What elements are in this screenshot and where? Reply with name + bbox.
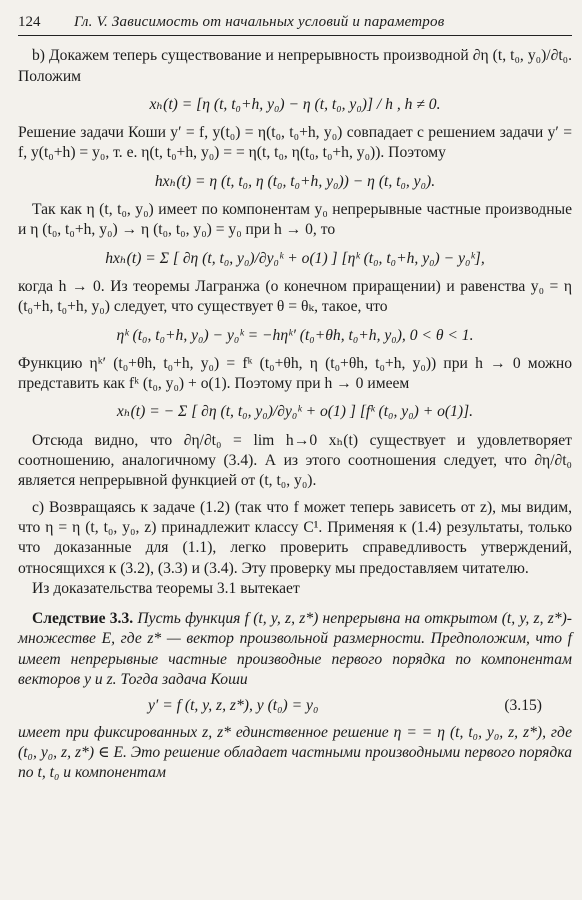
- formula-xh-limit: xₕ(t) = − Σ [ ∂η (t, t₀, y₀)/∂y₀ᵏ + o(1) ] [fᵏ (t₀, y₀) + o(1)].: [116, 403, 474, 421]
- page-number: 124: [18, 14, 41, 30]
- corollary-text: Пусть функция f (t, y, z, z*) непрерывна на открытом (t, y, z, z*)-множестве E, где z* — вектор произвольной размерности. Предположим, что f имеет непрерывные частные производные первого порядка по компонентам векторов y и z. Тогда задача Коши: [18, 610, 573, 689]
- formula-hxh: hxₕ(t) = η (t, t₀, η (t₀, t₀+h, y₀)) − η (t, t₀, y₀).: [154, 172, 436, 190]
- corollary-block: [18, 609, 572, 690]
- formula-lagrange: ηᵏ (t₀, t₀+h, y₀) − y₀ᵏ = −hηᵏ′ (t₀+θh, t₀+h, y₀), 0 < θ < 1.: [116, 326, 474, 344]
- corollary-text-continued: имеет при фиксированных z, z* единственное решение η = = η (t, t₀, y₀, z, z*), где (t₀, y₀, z, z*) ∈ E. Это решение обладает частными производными первого порядка по t, t₀ и компонентам: [18, 723, 572, 782]
- paragraph-theorem-ref: Из доказательства теоремы 3.1 вытекает: [32, 579, 300, 597]
- paragraph-function-representation: Функцию ηᵏ′ (t₀+θh, t₀+h, y₀) = fᵏ (t₀+θh, η (t₀+θh, t₀+h, y₀)) при h → 0 можно представить как fᵏ (t₀, y₀) + o(1). Поэтому при h → 0 имеем: [18, 354, 572, 393]
- formula-cauchy: y′ = f (t, y, z, z*), y (t₀) = y₀: [148, 697, 319, 715]
- paragraph-cauchy-problem: Решение задачи Коши y′ = f, y(t₀) = η(t₀, t₀+h, y₀) совпадает с решением задачи y′ = f, y(t₀+h) = y₀, т. е. η(t, t₀+h, y₀) = = η(t, t₀, η(t₀, t₀+h, y₀)). Поэтому: [18, 124, 572, 162]
- formula-difference-quotient: xₕ(t) = [η (t, t₀+h, y₀) − η (t, t₀, y₀)] / h , h ≠ 0.: [149, 95, 441, 113]
- formula-sum-expansion: hxₕ(t) = Σ [ ∂η (t, t₀, y₀)/∂y₀ᵏ + o(1) ] [ηᵏ (t₀, t₀+h, y₀) − y₀ᵏ],: [105, 249, 485, 267]
- corollary-title: Следствие 3.3.: [32, 610, 134, 628]
- running-header: [18, 12, 572, 36]
- running-title: Гл. V. Зависимость от начальных условий и параметров: [74, 14, 445, 30]
- paragraph-partial-derivatives: Так как η (t, t₀, y₀) имеет по компонентам y₀ непрерывные частные производные и η (t₀, t₀+h, y₀) → η (t₀, t₀, y₀) = y₀ при h → 0, то: [18, 201, 572, 239]
- formula-cauchy-3-15: [148, 696, 542, 716]
- paragraph-conclusion-b: Отсюда видно, что ∂η/∂t₀ = lim h→0 xₕ(t) существует и удовлетворяет соотношению, аналогичному (3.4). А из этого соотношения следует, что ∂η/∂t₀ является непрерывной функцией от (t, t₀, y₀).: [18, 431, 572, 490]
- paragraph-c: c) Возвращаясь к задаче (1.2) (так что f может теперь зависеть от z), мы видим, что η = η (t, t₀, y₀, z) принадлежит классу C¹. Применяя к (1.4) результаты, только что доказанные для (1.1), легко проверить справедливость утверждений, относящихся к (3.2), (3.3) и (3.4). Эту проверку мы предоставляем читателю.: [18, 498, 572, 577]
- paragraph-b-intro: b) Докажем теперь существование и непрерывность производной ∂η (t, t₀, y₀)/∂t₀. Положим: [18, 47, 572, 85]
- paragraph-lagrange: когда h → 0. Из теоремы Лагранжа (о конечном приращении) и равенства y₀ = η (t₀+h, t₀+h, y₀) следует, что существует θ = θₖ, такое, что: [18, 277, 572, 316]
- equation-number: (3.15): [504, 697, 542, 715]
